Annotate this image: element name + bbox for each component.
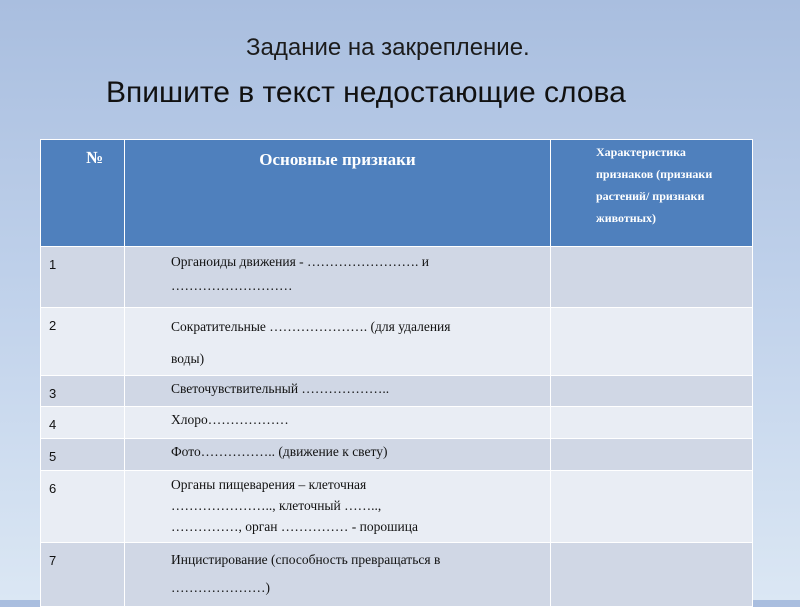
answer-cell[interactable] [551,543,753,607]
answer-cell[interactable] [551,376,753,407]
table-row [41,471,753,543]
header-characteristics-line: растений/ признаки [596,189,705,203]
row-text-line: Органы пищеварения – клеточная [171,477,367,492]
table-row [41,543,753,607]
header-main-features: Основные признаки [125,140,551,247]
row-number: 5 [41,439,125,471]
header-characteristics [551,140,753,247]
header-number: № [41,140,125,247]
row-number: 2 [41,308,125,376]
row-text [125,543,551,607]
row-text-line: Органоиды движения - ……………………. и [171,254,430,269]
row-text-line: Фото…………….. (движение к свету) [171,444,388,459]
header-characteristics-line: признаков (признаки [596,167,713,181]
slide-title-line-1: Задание на закрепление. [246,34,530,61]
answer-cell[interactable] [551,471,753,543]
row-text [125,407,551,439]
row-text [125,247,551,308]
task-table [40,139,753,607]
row-text-line: ……………………… [171,278,293,293]
answer-cell[interactable] [551,407,753,439]
row-text-line: воды) [171,351,205,366]
row-text-line: ………………….., клеточный …….., [171,498,382,513]
header-characteristics-line: Характеристика [596,145,686,159]
row-text-line: ……………, орган …………… - порошица [171,519,418,534]
row-number: 3 [41,376,125,407]
table-row [41,376,753,407]
slide-title-line-2: Впишите в текст недостающие слова [106,76,626,109]
row-text-line: …………………) [171,580,270,595]
table-row [41,439,753,471]
table-row [41,407,753,439]
row-number: 6 [41,471,125,543]
row-text [125,471,551,543]
row-number: 7 [41,543,125,607]
row-number: 1 [41,247,125,308]
answer-cell[interactable] [551,247,753,308]
row-text-line: Инцистирование (способность превращаться в [171,552,441,567]
header-characteristics-line: животных) [596,211,657,225]
answer-cell[interactable] [551,439,753,471]
table-row [41,308,753,376]
row-text-line: Светочувствительный ……………….. [171,381,390,396]
row-text [125,376,551,407]
table-row [41,247,753,308]
row-text [125,308,551,376]
row-text [125,439,551,471]
answer-cell[interactable] [551,308,753,376]
row-number: 4 [41,407,125,439]
row-text-line: Хлоро……………… [171,412,289,427]
table-header-row [41,140,753,247]
row-text-line: Сократительные …………………. (для удаления [171,319,451,334]
